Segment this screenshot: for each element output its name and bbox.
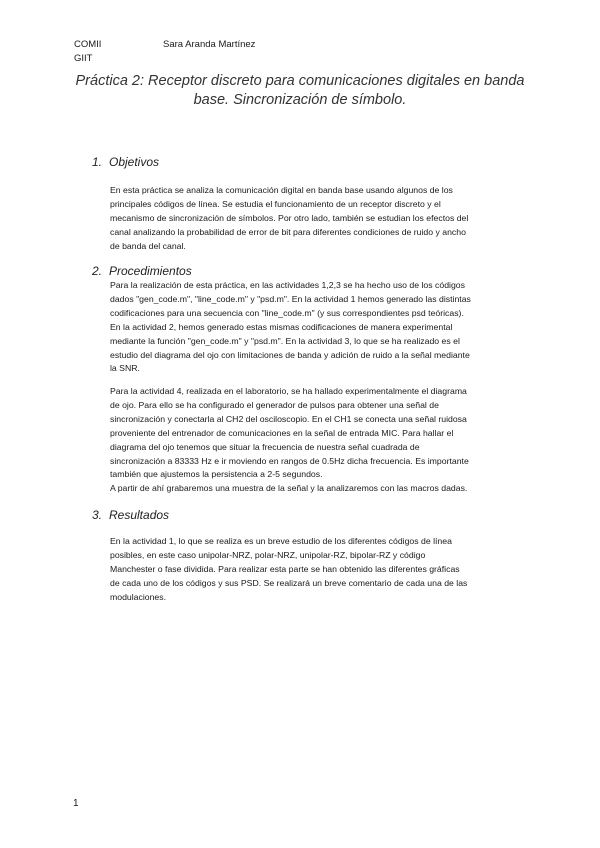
text-line: En esta práctica se analiza la comunicación digital en banda base usando algunos de los [110,185,453,195]
text-line: posibles, en este caso unipolar-NRZ, polar-NRZ, unipolar-RZ, bipolar-RZ y código [110,549,426,560]
document-title [70,72,530,110]
text-line: dados "gen_code.m", "line_code.m" y "psd.m". En la actividad 1 hemos generado las distintas [110,293,471,304]
section-heading-resultados [92,507,169,523]
text-line: sincronización y conectarla al CH2 del osciloscopio. En el CH1 se conecta una señal ruidosa [110,413,467,424]
paragraph-objetivos [110,184,528,254]
text-line: Para la actividad 4, realizada en el laboratorio, se ha hallado experimentalmente el diagrama [110,386,467,396]
text-line: Manchester o fase dividida. Para realizar esta parte se han obtenido las diferentes gráficas [110,563,460,574]
section-number: 2. [92,264,103,278]
section-title: Resultados [109,508,170,522]
text-line: En la actividad 2, hemos generado estas mismas codificaciones de manera experimental [110,321,453,332]
text-line: mecanismo de sincronización de símbolos. Por otro lado, también se estudian los efectos del [110,212,469,223]
text-line: canal analizando la probabilidad de error de bit para diferentes condiciones de ruido y ancho [110,226,466,237]
title-line: base. Sincronización de símbolo. [193,92,407,108]
text-line: En la actividad 1, lo que se realiza es un breve estudio de los diferentes códigos de línea [110,536,452,546]
section-title: Objetivos [109,155,160,169]
text-line: diagrama del ojo tenemos que situar la frecuencia de nuestra señal cuadrada de [110,441,420,452]
course-code: COMII [74,39,102,50]
text-line: también que ajustemos la persistencia a 2-5 segundos. [110,469,323,480]
text-line: de cada uno de los códigos y sus PSD. Se realizará un breve comentario de cada una de las [110,577,468,588]
paragraph-procedimientos-1 [110,279,528,376]
text-line: mediante la función "gen_code.m" y "psd.m". En la actividad 3, lo que se ha realizado es el [110,335,460,346]
text-line: sincronización a 83333 Hz e ir moviendo en rangos de 0.5Hz dicha frecuencia. Es importante [110,455,469,466]
text-line: de ojo. Para ello se ha configurado el generador de pulsos para obtener una señal de [110,399,439,410]
text-line: proveniente del entrenador de comunicaciones en la señal de entrada MIC. Para hallar el [110,427,454,438]
paragraph-procedimientos-2 [110,385,528,496]
text-line: la SNR. [110,363,140,374]
text-line: estudio del diagrama del ojo con limitaciones de banda y adición de ruido a la señal mediante [110,349,470,360]
text-line: A partir de ahí grabaremos una muestra de la señal y la analizaremos con las macros dadas. [110,483,468,494]
section-number: 1. [92,155,103,169]
title-line: Práctica 2: Receptor discreto para comunicaciones digitales en banda [75,73,525,89]
text-line: modulaciones. [110,591,167,602]
text-line: de banda del canal. [110,240,186,251]
page-number: 1 [73,798,79,809]
degree-code: GIIT [74,53,93,64]
section-number: 3. [92,508,103,522]
header-course-info [74,38,101,66]
section-title: Procedimientos [109,264,192,278]
text-line: Para la realización de esta práctica, en las actividades 1,2,3 se ha hecho uso de los códigos [110,280,465,290]
paragraph-resultados [110,535,528,605]
text-line: codificaciones para una secuencia con "line_code.m" (y sus correspondientes psd teóricas). [110,307,464,318]
text-line: principales códigos de línea. Se estudia el funcionamiento de un receptor discreto y el [110,198,441,209]
section-heading-objetivos [92,154,159,170]
author-name: Sara Aranda Martínez [163,39,256,50]
section-heading-procedimientos [92,263,192,279]
